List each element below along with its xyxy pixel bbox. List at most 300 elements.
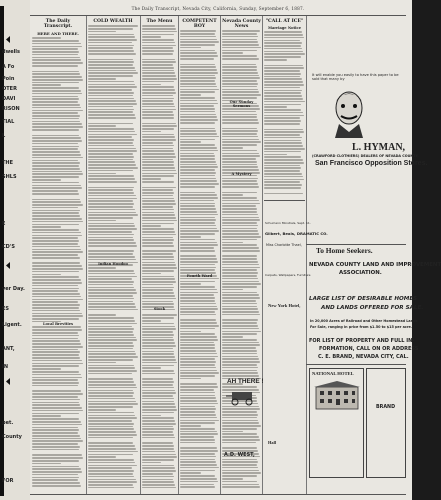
text-line (142, 267, 177, 269)
text-line (32, 118, 79, 120)
column-3 (142, 17, 177, 493)
text-line (222, 77, 260, 79)
text-line (222, 155, 260, 157)
text-line (180, 350, 216, 352)
text-line (222, 158, 256, 160)
text-line (222, 44, 259, 46)
ah-there-ad (224, 378, 264, 466)
text-line (142, 117, 174, 119)
text-line (88, 61, 134, 63)
text-line (222, 125, 260, 127)
text-line (180, 41, 219, 43)
text-line (180, 94, 201, 96)
text-line (142, 334, 174, 336)
text-line (32, 224, 79, 226)
text-line (222, 128, 257, 130)
text-line (180, 116, 217, 118)
text-line (32, 452, 80, 454)
text-line (222, 200, 259, 202)
text-line (88, 359, 133, 361)
text-line (32, 246, 80, 248)
text-line (180, 264, 215, 266)
text-line (32, 107, 81, 109)
text-line (222, 58, 259, 60)
article-text (142, 25, 177, 488)
text-line (142, 276, 174, 278)
text-line (88, 159, 133, 161)
text-line (88, 109, 134, 111)
text-line (180, 166, 218, 168)
text-line (264, 92, 301, 94)
text-line (32, 126, 83, 128)
text-line (32, 129, 79, 131)
text-line (32, 65, 78, 67)
text-line (180, 253, 215, 255)
text-line (142, 242, 173, 244)
text-line (180, 386, 218, 388)
text-line (88, 53, 136, 55)
text-line (88, 317, 134, 319)
text-line (142, 253, 173, 255)
strip-label: SHLS (2, 174, 17, 180)
text-line (32, 310, 80, 312)
text-line (180, 97, 215, 99)
text-line (32, 432, 78, 434)
text-line (32, 182, 79, 184)
text-line (88, 484, 133, 486)
text-line (222, 319, 258, 321)
text-line (180, 325, 219, 327)
text-line (264, 151, 301, 153)
text-line (264, 56, 301, 58)
text-line (88, 314, 116, 316)
text-line (142, 61, 176, 63)
text-line (142, 479, 173, 481)
strip-label: TIAL (2, 119, 15, 125)
text-line (88, 437, 133, 439)
text-line (222, 144, 257, 146)
text-line (142, 228, 174, 230)
national-hotel-ad (309, 368, 364, 478)
text-line (222, 269, 257, 271)
text-line (142, 314, 177, 316)
text-line (264, 101, 305, 103)
text-line (142, 348, 173, 350)
text-line (180, 86, 217, 88)
text-line (180, 192, 215, 194)
strip-label: A Fo (2, 64, 15, 70)
text-line (32, 276, 79, 278)
footer-rule (30, 494, 406, 495)
text-line (264, 142, 302, 144)
text-line (32, 393, 83, 395)
text-line (32, 293, 80, 295)
text-line (142, 339, 174, 341)
text-line (32, 338, 78, 340)
text-line (180, 125, 216, 127)
text-line (88, 187, 134, 189)
text-line (32, 332, 78, 334)
text-line (180, 158, 215, 160)
text-line (88, 128, 134, 130)
text-line (32, 390, 81, 392)
text-line (142, 81, 174, 83)
text-line (88, 309, 138, 311)
text-line (32, 335, 79, 337)
text-line (88, 403, 138, 405)
acres-line: In 20,000 Acres of Railroad and Other Homestead Lands (310, 319, 418, 323)
article-head: Local Brevities (42, 322, 74, 326)
text-line (88, 420, 132, 422)
text-line (88, 220, 116, 222)
text-line (142, 156, 176, 158)
text-line (180, 47, 201, 49)
text-line (88, 334, 134, 336)
text-line (222, 83, 258, 85)
text-line (32, 399, 80, 401)
association-title: NEVADA COUNTY LAND AND IMPROVEMENT (309, 262, 441, 268)
text-line (264, 148, 305, 150)
text-line (180, 370, 217, 372)
text-line (142, 64, 173, 66)
text-line (88, 454, 133, 456)
text-line (180, 255, 216, 257)
text-line (180, 155, 215, 157)
text-line (142, 198, 174, 200)
text-line (222, 267, 260, 269)
text-line (180, 484, 214, 486)
text-line (180, 300, 215, 302)
text-line (88, 370, 137, 372)
text-line (180, 281, 215, 283)
text-line (88, 331, 133, 333)
text-line (222, 272, 258, 274)
text-line (180, 61, 215, 63)
text-line (180, 461, 216, 463)
text-line (32, 299, 83, 301)
text-line (88, 114, 135, 116)
text-line (180, 414, 216, 416)
text-line (88, 250, 134, 252)
text-line (32, 146, 79, 148)
text-line (264, 90, 302, 92)
strip-label: County (2, 434, 22, 440)
text-line (32, 68, 80, 70)
text-line (32, 62, 83, 64)
text-line (88, 64, 133, 66)
text-line (88, 373, 132, 375)
text-line (142, 476, 174, 478)
text-line (32, 87, 79, 89)
text-line (142, 145, 174, 147)
article-text (264, 31, 305, 194)
text-line (142, 312, 176, 314)
text-line (264, 76, 300, 78)
text-line (264, 40, 300, 42)
text-line (88, 214, 138, 216)
text-line (180, 114, 216, 116)
text-line (142, 278, 175, 280)
text-line (32, 260, 79, 262)
text-line (32, 221, 83, 223)
text-line (142, 287, 174, 289)
text-line (222, 133, 257, 135)
text-line (222, 136, 258, 138)
text-line (32, 76, 82, 78)
strip-label: DAVI (2, 96, 16, 102)
text-line (88, 84, 135, 86)
text-line (180, 292, 218, 294)
text-line (222, 308, 258, 310)
text-line (88, 189, 133, 191)
text-line (264, 62, 301, 64)
text-line (142, 98, 174, 100)
text-line (88, 287, 134, 289)
text-line (142, 161, 174, 163)
text-line (88, 456, 116, 458)
text-line (88, 28, 133, 30)
text-line (142, 273, 161, 275)
margin-arrow (6, 262, 10, 269)
text-line (142, 128, 174, 130)
text-line (264, 78, 302, 80)
gilbert-notice: Gilbert, Beals, DRAMATIC CO. (265, 231, 328, 236)
text-line (222, 322, 257, 324)
text-line (142, 470, 176, 472)
text-line (32, 237, 78, 239)
text-line (222, 328, 259, 330)
text-line (32, 179, 61, 181)
text-line (222, 472, 261, 474)
text-line (142, 403, 175, 405)
text-line (32, 274, 61, 276)
text-line (32, 79, 83, 81)
strip-label: L (2, 133, 6, 139)
text-line (142, 131, 161, 133)
text-line (88, 148, 136, 150)
text-line (222, 236, 261, 238)
text-line (142, 45, 176, 47)
text-line (142, 84, 161, 86)
text-line (88, 170, 133, 172)
text-line (88, 440, 134, 442)
text-line (88, 473, 133, 475)
text-line (88, 131, 135, 133)
text-line (180, 169, 215, 171)
text-line (264, 73, 301, 75)
text-line (88, 470, 134, 472)
text-line (88, 192, 134, 194)
text-line (222, 169, 259, 171)
text-line (88, 223, 134, 225)
strip-label: ES (2, 306, 10, 312)
text-line (88, 184, 132, 186)
text-line (222, 41, 258, 43)
text-line (88, 301, 133, 303)
text-line (32, 351, 80, 353)
text-line (180, 122, 215, 124)
text-line (264, 42, 302, 44)
text-line (88, 175, 134, 177)
text-line (142, 214, 175, 216)
text-line (142, 359, 176, 361)
text-line (180, 319, 216, 321)
text-line (264, 115, 304, 117)
text-line (180, 228, 217, 230)
text-line (32, 232, 81, 234)
text-line (88, 42, 132, 44)
text-line (88, 212, 136, 214)
text-line (88, 434, 137, 436)
text-line (222, 333, 257, 335)
text-line (222, 150, 257, 152)
margin-arrow (6, 378, 10, 385)
text-line (142, 209, 174, 211)
text-line (88, 367, 135, 369)
column-rule (220, 16, 221, 494)
text-line (88, 45, 134, 47)
text-line (32, 135, 79, 137)
text-line (32, 215, 80, 217)
text-line (222, 339, 257, 341)
text-line (180, 242, 217, 244)
text-line (142, 231, 175, 233)
text-line (142, 281, 176, 283)
text-line (264, 53, 305, 55)
text-line (32, 435, 80, 437)
text-line (32, 73, 80, 75)
text-line (222, 350, 257, 352)
text-line (222, 208, 257, 210)
text-line (88, 303, 135, 305)
text-line (180, 233, 215, 235)
text-line (222, 228, 257, 230)
text-line (32, 218, 82, 220)
text-line (32, 446, 80, 448)
text-line (32, 57, 80, 59)
text-line (32, 262, 80, 264)
text-line (88, 320, 135, 322)
text-line (142, 47, 173, 49)
text-line (142, 406, 176, 408)
text-line (32, 162, 80, 164)
text-line (88, 459, 134, 461)
text-line (88, 225, 135, 227)
text-line (32, 101, 78, 103)
text-line (180, 311, 215, 313)
text-line (32, 112, 78, 114)
text-line (32, 148, 78, 150)
acres-line-2: For Sale, ranging in price from $1.50 to $15 per acre. (310, 325, 413, 329)
text-line (142, 420, 175, 422)
text-line (180, 72, 218, 74)
text-line (142, 178, 161, 180)
text-line (88, 173, 116, 175)
text-line (142, 345, 176, 347)
text-line (142, 111, 173, 113)
text-line (142, 120, 175, 122)
charlotte-notice: Miss Charlotte Thael, (266, 243, 302, 247)
column-subtitle: HERE AND THERE. (37, 31, 79, 36)
text-line (222, 64, 256, 66)
text-line (88, 136, 132, 138)
column-title: The Menu (146, 19, 173, 24)
text-line (88, 270, 134, 272)
text-line (180, 286, 215, 288)
text-line (88, 217, 133, 219)
text-line (222, 331, 261, 333)
strip-label: THE (2, 160, 14, 166)
text-line (264, 131, 304, 133)
text-line (142, 264, 176, 266)
text-line (88, 259, 136, 261)
text-line (32, 290, 78, 292)
text-line (222, 314, 260, 316)
text-line (264, 190, 302, 192)
text-line (88, 86, 137, 88)
text-line (88, 72, 138, 74)
text-line (32, 268, 83, 270)
text-line (180, 105, 214, 107)
text-line (142, 136, 175, 138)
text-line (142, 237, 173, 239)
text-line (88, 351, 135, 353)
text-line (32, 187, 82, 189)
text-line (32, 143, 78, 145)
text-line (88, 103, 137, 105)
text-line (32, 396, 78, 398)
text-line (180, 269, 215, 271)
brand-ad (366, 368, 406, 478)
text-line (264, 109, 301, 111)
text-line (222, 253, 256, 255)
wagon-illustration (226, 390, 258, 406)
text-line (222, 375, 259, 377)
text-line (88, 423, 134, 425)
text-line (88, 139, 134, 141)
text-line (32, 140, 82, 142)
text-line (222, 86, 257, 88)
text-line (88, 339, 137, 341)
strip-label: Ligent. (2, 322, 22, 328)
text-line (222, 258, 257, 260)
column-rule (86, 16, 87, 494)
text-line (142, 431, 173, 433)
text-line (142, 462, 161, 464)
call-line-2: FORMATION, CALL ON OR ADDRESS (319, 346, 419, 352)
text-line (180, 361, 216, 363)
text-line (88, 47, 133, 49)
text-line (142, 451, 175, 453)
text-line (32, 365, 79, 367)
text-line (32, 477, 79, 479)
text-line (32, 98, 79, 100)
ad-rule (306, 244, 406, 245)
text-line (32, 443, 78, 445)
hyman-tagline: (CRAWFORD CLOTHIERS) DEALERS OF NEVADA COUNTY, (312, 154, 419, 158)
text-line (142, 100, 173, 102)
text-line (222, 264, 259, 266)
text-line (264, 34, 303, 36)
text-line (180, 472, 201, 474)
text-line (180, 208, 216, 210)
text-line (142, 134, 174, 136)
text-line (180, 336, 217, 338)
text-line (222, 303, 257, 305)
text-line (32, 54, 78, 56)
text-line (88, 181, 137, 183)
text-line (142, 392, 176, 394)
